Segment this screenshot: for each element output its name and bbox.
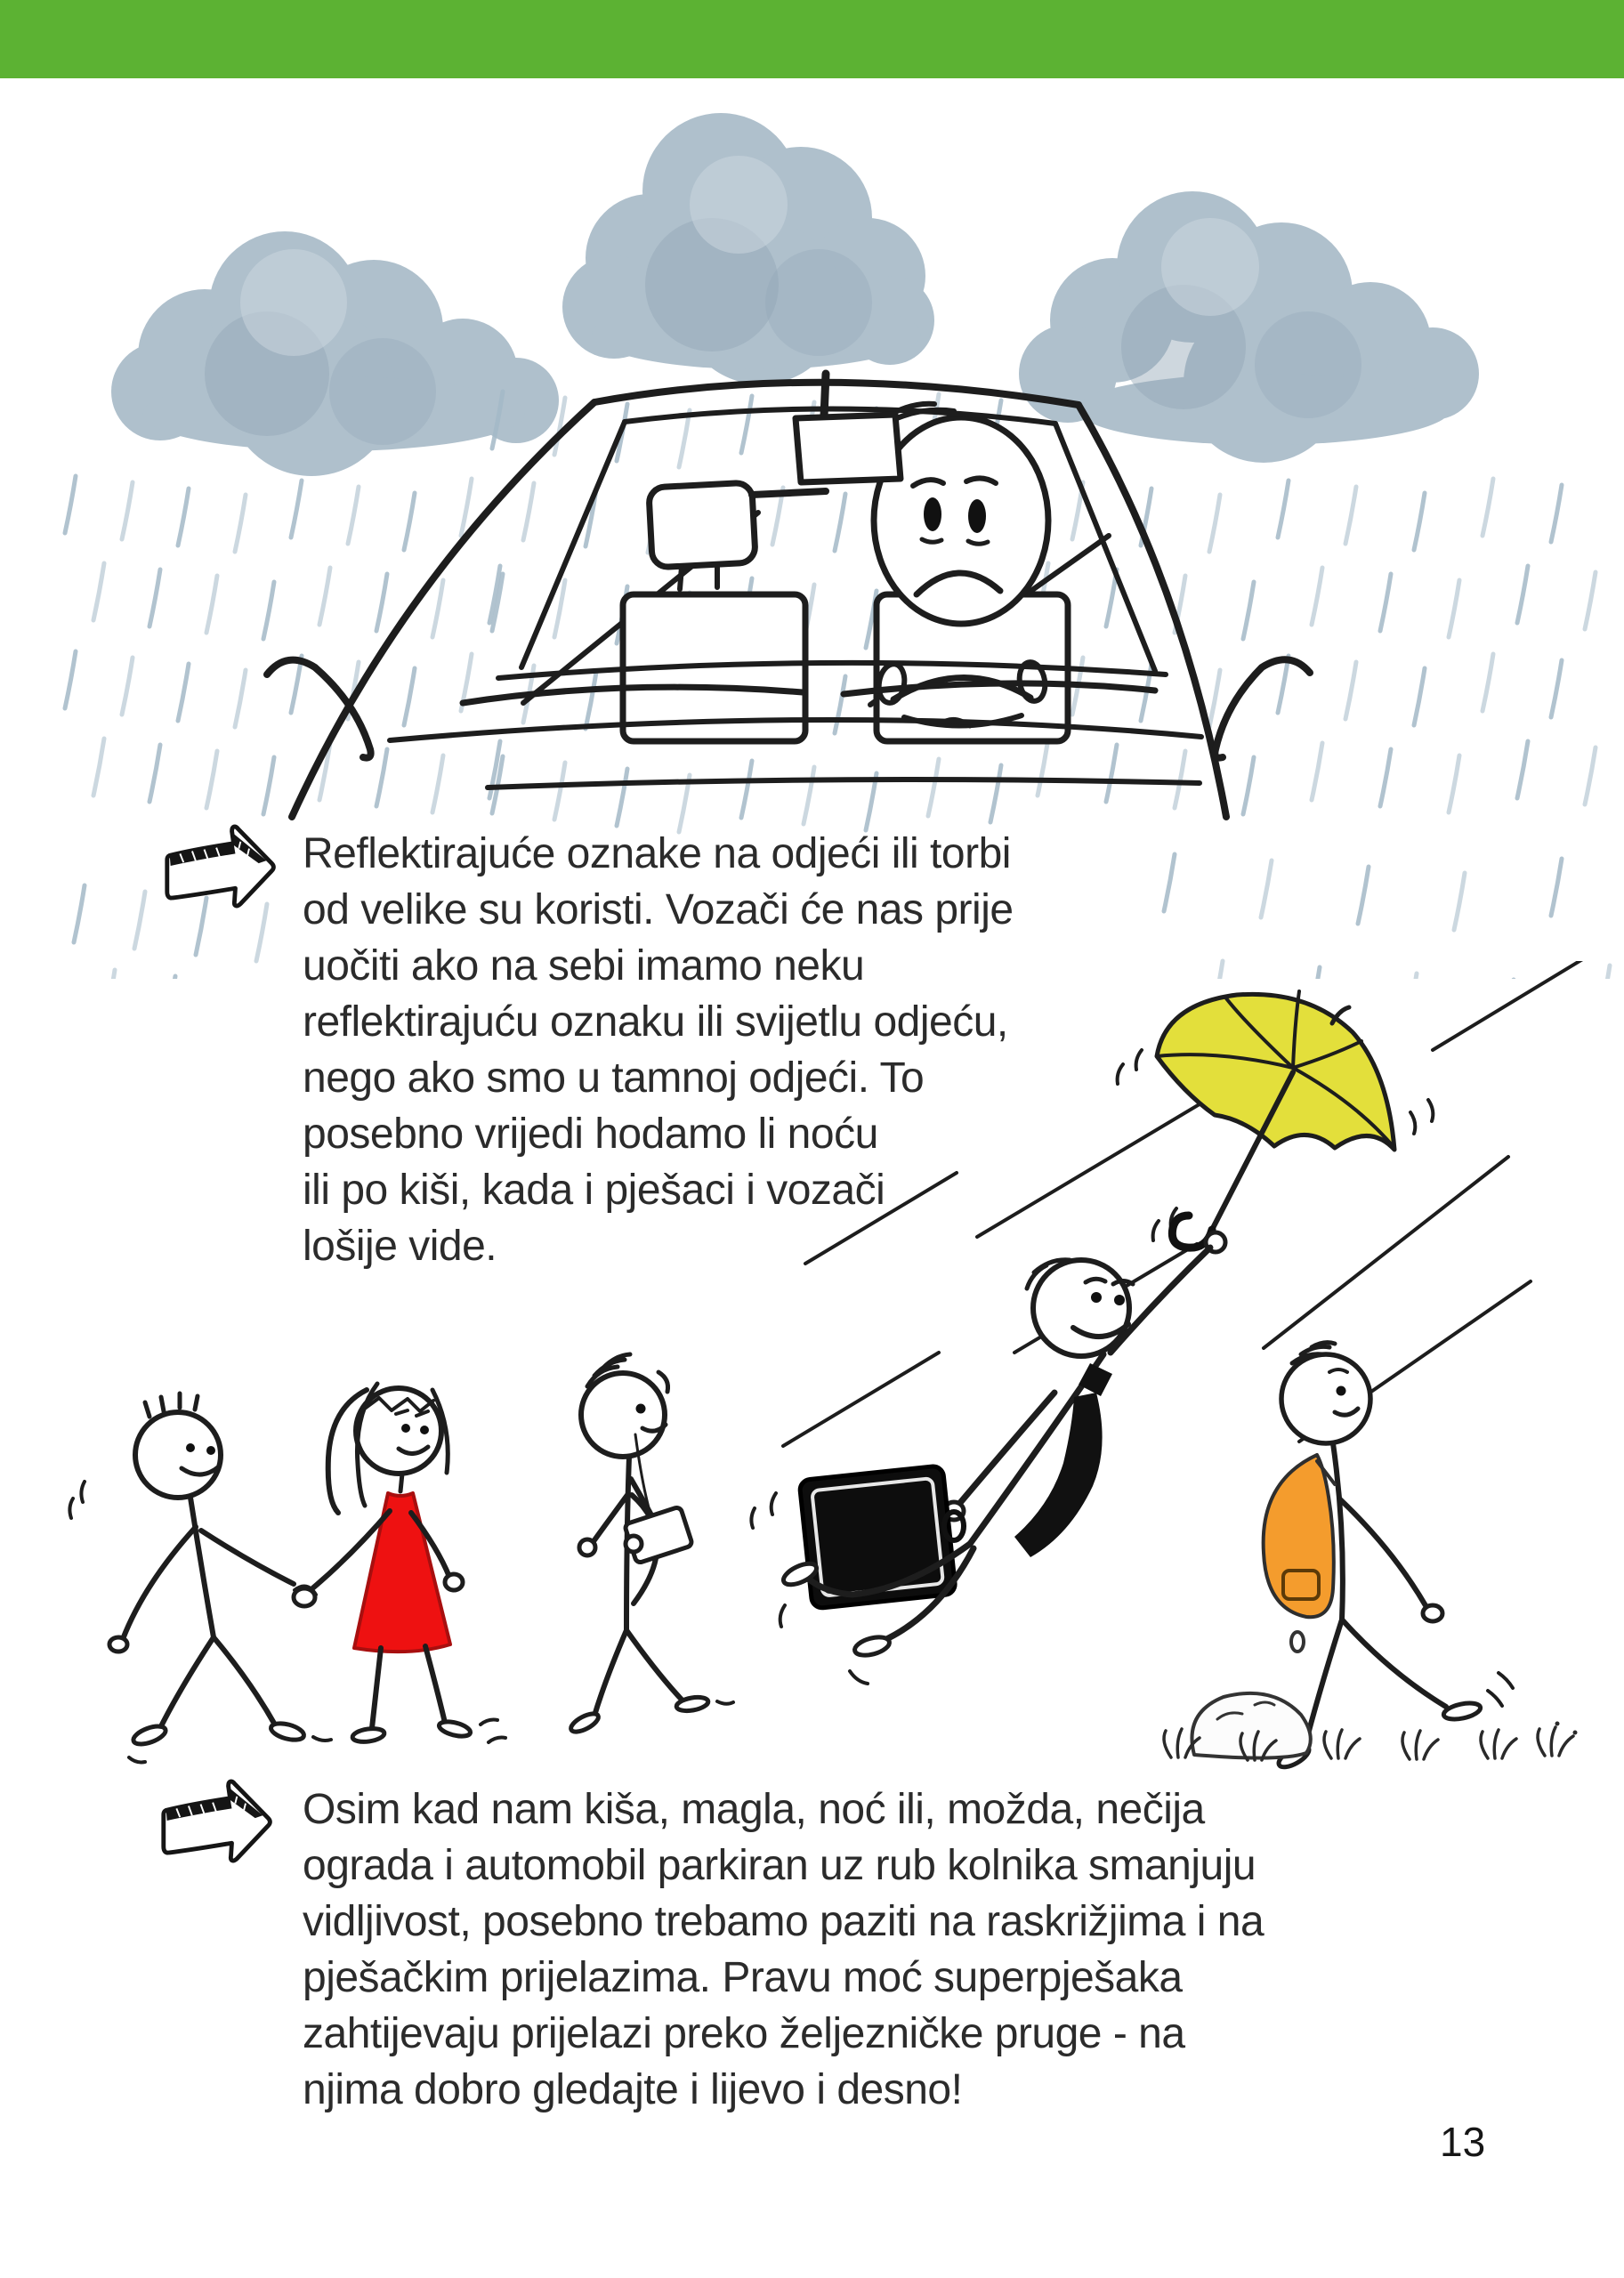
text-line: od velike su koristi. Vozači će nas prije	[303, 886, 1014, 933]
text-line: Reflektirajuće oznake na odjeći ili torbi	[303, 830, 1011, 877]
rain-cloud-middle	[562, 113, 934, 384]
text-line: ograda i automobil parkiran uz rub kolnika smanjuju	[303, 1842, 1256, 1889]
rearview-mirror	[796, 415, 901, 482]
top-accent-bar	[0, 0, 1624, 78]
rock	[1192, 1693, 1310, 1758]
page-number: 13	[1440, 2119, 1486, 2165]
tie-knot	[1079, 1363, 1112, 1396]
rain-cloud-left	[111, 231, 559, 476]
text-line: posebno vrijedi hodamo li noću	[303, 1111, 878, 1158]
water-drop	[1291, 1632, 1304, 1652]
sketch-arrow-right-icon	[158, 1777, 275, 1864]
orange-backpack	[1264, 1455, 1334, 1617]
text-line: njima dobro gledajte i lijevo i desno!	[303, 2066, 963, 2113]
paragraph-visibility-crossings	[303, 1781, 1264, 2118]
woman-red-dress	[311, 1384, 505, 1743]
pedestrians-illustration	[0, 961, 1624, 1833]
sketch-arrow-right-icon	[161, 822, 279, 909]
text-line: vidljivost, posebno trebamo paziti na raskrižjima i na	[303, 1898, 1264, 1945]
text-line: nego ako smo u tamnoj odjeći. To	[303, 1054, 925, 1102]
flying-businessman	[751, 1248, 1210, 1684]
walker-orange-backpack	[1264, 1343, 1513, 1772]
couple-walking	[69, 1384, 505, 1762]
text-line: ili po kiši, kada i pješaci i vozači	[303, 1167, 885, 1214]
text-line: reflektirajuću oznaku ili svijetlu odjeću,	[303, 998, 1008, 1046]
text-line: lošije vide.	[303, 1223, 497, 1270]
yellow-umbrella	[1157, 991, 1394, 1252]
text-line: Osim kad nam kiša, magla, noć ili, možda, nečija	[303, 1786, 1205, 1833]
text-line: zahtijevaju prijelazi preko željezničke pruge - na	[303, 2010, 1185, 2057]
text-line: uočiti ako na sebi imamo neku	[303, 942, 865, 990]
text-line: pješačkim prijelazima. Pravu moć superpješaka	[303, 1954, 1183, 2001]
pregnant-woman-walking	[569, 1354, 733, 1735]
